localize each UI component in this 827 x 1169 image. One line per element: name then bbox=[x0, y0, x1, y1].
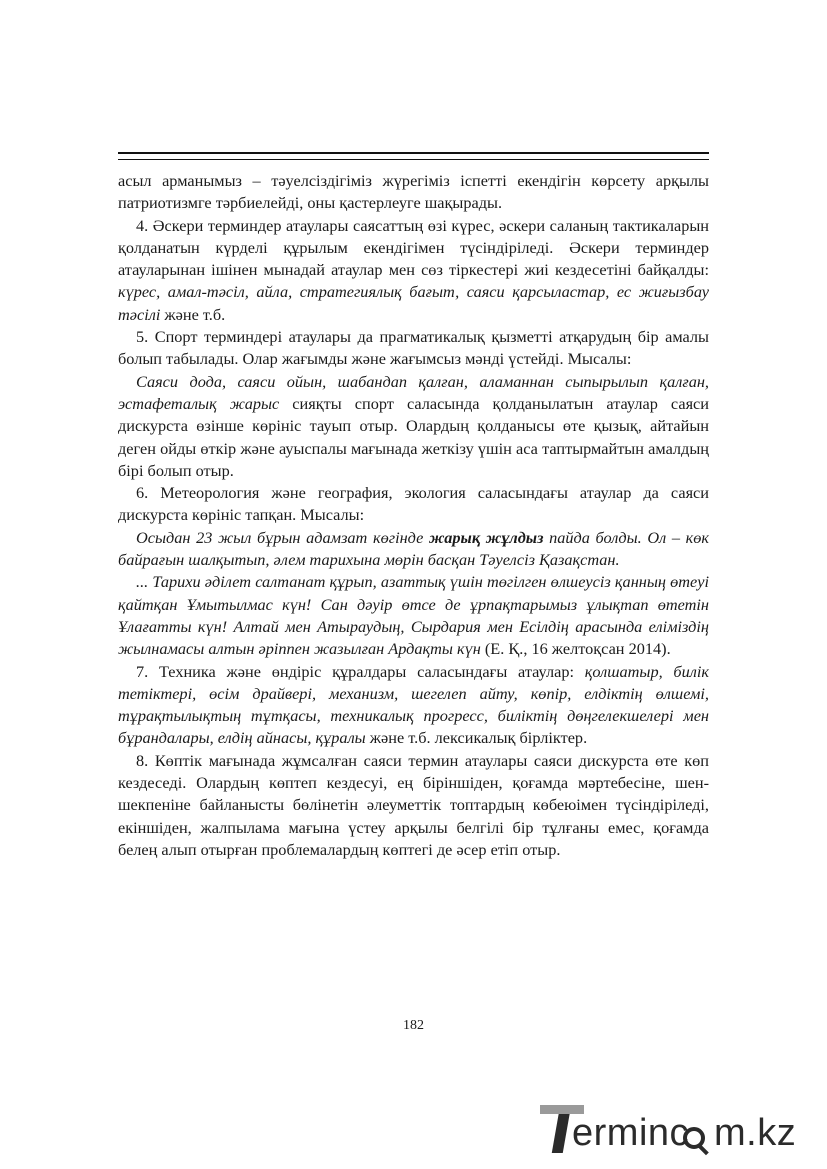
bold-term: жарық жұлдыз bbox=[428, 527, 544, 547]
logo-text-suffix: m.kz bbox=[714, 1112, 797, 1154]
magnifier-icon bbox=[683, 1127, 705, 1149]
paragraph-technical-terms bbox=[118, 661, 709, 750]
paragraph-quote-day bbox=[118, 571, 709, 660]
header-rule-thin bbox=[118, 159, 709, 160]
italic-examples: Саяси дода, саяси ойын, шабандап қалған, аламаннан сыпырылып қалған, эстафеталық жарыс bbox=[118, 371, 709, 413]
paragraph-text-end: және т.б. bbox=[160, 304, 226, 324]
quote-source: (Е. Қ., 16 желтоқсан 2014). bbox=[480, 639, 671, 659]
italic-examples: қолшатыр, билік тетіктері, өсім драйвері, механизм, шегелеп айту, көпір, елдіктің өлшемі, тұрақтылықтың тұтқасы, техникалық прогресс, биліктің дөңгелекшелері мен бұрандалары, елдің айнасы, құралы bbox=[118, 661, 709, 748]
italic-examples: күрес, амал-тәсіл, айла, стратегиялық бағыт, саяси қарсыластар, ес жиғызбау тәсілі bbox=[118, 282, 709, 324]
header-rule-thick bbox=[118, 152, 709, 154]
paragraph-military-terms bbox=[118, 215, 709, 326]
paragraph-quote-star bbox=[118, 527, 709, 572]
quote-text-end: пайда болды. Ол – көк байрағын шалқытып, әлем тарихына мөрін басқан Тәуелсіз Қазақстан. bbox=[118, 527, 709, 570]
paragraph-meteorology-terms: 6. Метеорология және география, экология саласындағы атаулар да саяси дискурста көрініс тапқан. Мысалы: bbox=[118, 483, 709, 525]
paragraph-text: сияқты спорт саласында қолданылатын атаулар саяси дискурста өзінше көрініс тауып отыр. Олардың қолданысы өте қызық, айтайын деген ойды өткір және ауыспалы мағынада жеткізу үшін аса таптырмайтын амалдың бірі болып отыр. bbox=[118, 393, 709, 480]
page-number: 182 bbox=[403, 1018, 424, 1033]
paragraph-plural-terms: 8. Көптік мағынада жұмсалған саяси термин атаулары саяси дискурста өте көп кездеседі. Олардың көптеп кездесуі, ең біріншіден, қоғамда мәртебесіне, шен-шекпеніне байланысты бөлінетін әлеуметтік топтардың көбеюімен түсіндіріледі, екіншіден, жалпылама мағына үстеу арқылы белгілі бір тұлғаны емес, қоғамда белең алып отырған проблемалардың көптегі де әсер етіп отыр. bbox=[118, 750, 709, 859]
logo-text-prefix: erminc bbox=[572, 1112, 690, 1154]
paragraph-sport-examples bbox=[118, 371, 709, 482]
termincom-logo bbox=[540, 1105, 820, 1155]
paragraph-sport-terms: 5. Спорт терминдері атаулары да прагматикалық қызметті атқарудың бір амалы болып табылады. Олар жағымды және жағымсыз мәнді үстейді. Мысалы: bbox=[118, 327, 709, 369]
paragraph-text-end: және т.б. лексикалық бірліктер. bbox=[365, 728, 588, 748]
italic-quote: ... Тарихи әділет салтанат құрып, азаттық үшін төгілген өлшеусіз қанның өтеуі қайтқан Ұмытылмас күн! Сан дәуір өтсе де ұрпақтарымыз ұлықтап өтетін Ұлағатты күн! Алтай мен Атыраудың, Сырдария мен Есілдің арасында еліміздің жылнамасы алтын әріппен жазылған Ардақты күн bbox=[118, 572, 709, 659]
quote-text: Осыдан 23 жыл бұрын адамзат көгінде bbox=[136, 527, 429, 547]
paragraph-text: 4. Әскери терминдер атаулары саясаттың өзі күрес, әскери саланың тактикаларын қолданатын күрделі құрылым екендігімен түсіндіріледі. Әскери терминдер атауларынан ішінен мынадай атаулар мен сөз тіркестері жиі кездесетіні байқалды: bbox=[118, 215, 709, 280]
paragraph-text: 7. Техника және өндіріс құралдары саласындағы атаулар: bbox=[136, 661, 585, 681]
paragraph-1: асыл арманымыз – тәуелсіздігіміз жүрегіміз іспетті екендігін көрсету арқылы патриотизмге тәрбиелейді, оны қастерлеуге шақырады. bbox=[118, 171, 709, 213]
page-body bbox=[118, 170, 709, 861]
